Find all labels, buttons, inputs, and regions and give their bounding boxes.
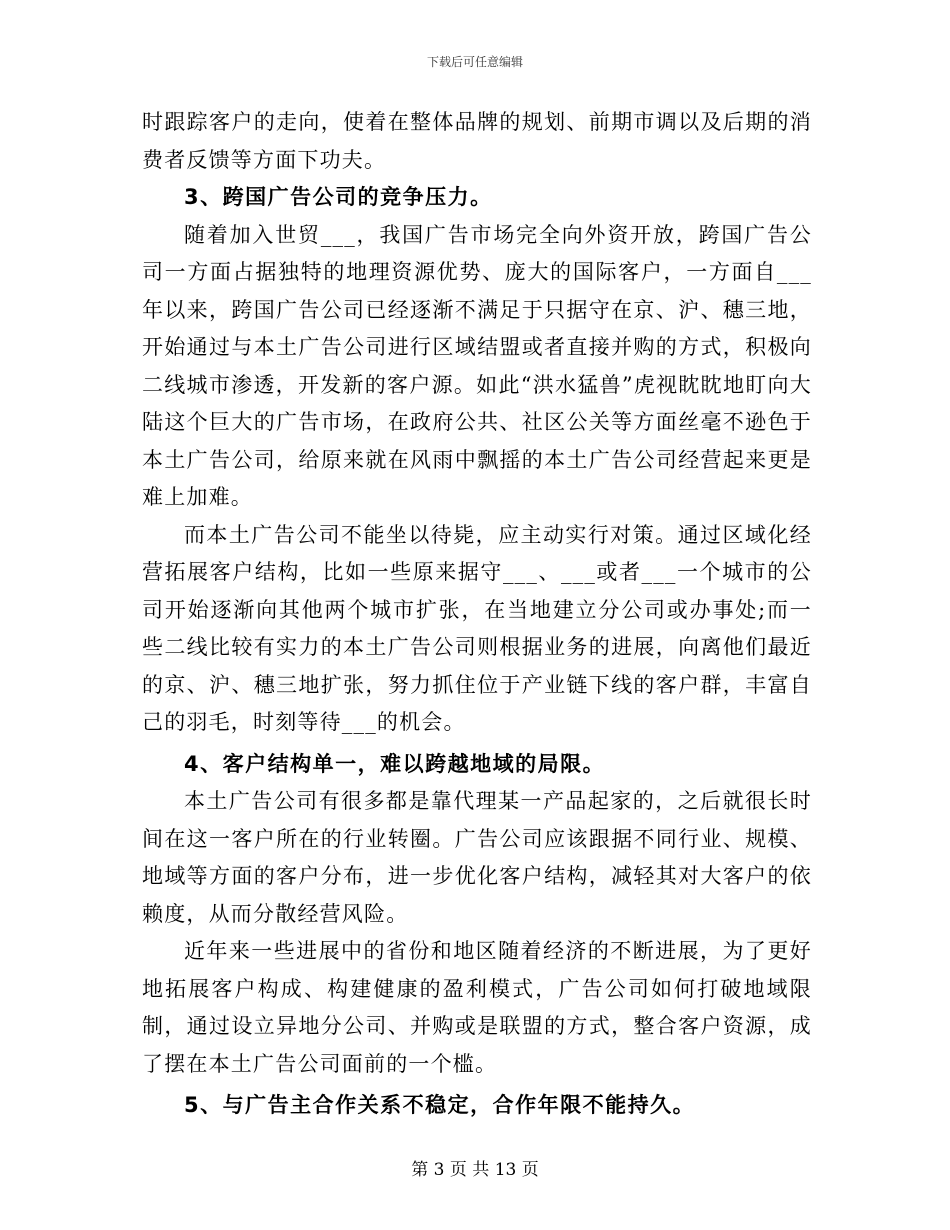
section-heading-4: 4、客户结构单一，难以跨越地域的局限。 xyxy=(184,751,606,776)
section-heading-5: 5、与广告主合作关系不稳定，合作年限不能持久。 xyxy=(184,1093,696,1117)
document-body xyxy=(142,104,812,1125)
paragraph-client-structure: 本土广告公司有很多都是靠代理某一产品起家的，之后就很长时间在这一客户所在的行业转圈。广告公司应该跟据不同行业、规模、地域等方面的客户分布，进一步优化客户结构，减轻其对大客户的依赖度，从而分散经营风险。 xyxy=(142,789,812,926)
paragraph-continued: 时跟踪客户的走向，使着在整体品牌的规划、前期市调以及后期的消费者反馈等方面下功夫。 xyxy=(142,110,812,172)
page-header: 下载后可任意编辑 xyxy=(426,55,523,69)
section-heading-3: 3、跨国广告公司的竞争压力。 xyxy=(184,185,493,209)
paragraph-regional-expansion: 近年来一些进展中的省份和地区随着经济的不断进展，为了更好地拓展客户构成、构建健康的盈利模式，广告公司如何打破地域限制，通过设立异地分公司、并购或是联盟的方式，整合客户资源，成了摆在本土广告公司面前的一个槛。 xyxy=(142,939,812,1076)
paragraph-countermeasures: 而本土广告公司不能坐以待毙，应主动实行对策。通过区域化经营拓展客户结构，比如一些原来据守___、___或者___一个城市的公司开始逐渐向其他两个城市扩张，在当地建立分公司或办事处;而一些二线比较有实力的本土广告公司则根据业务的进展，向离他们最近的京、沪、穗三地扩张，努力抓住位于产业链下线的客户群，丰富自己的羽毛，时刻等待___的机会。 xyxy=(142,522,812,734)
paragraph-foreign-competition: 随着加入世贸___，我国广告市场完全向外资开放，跨国广告公司一方面占据独特的地理资源优势、庞大的国际客户，一方面自___年以来，跨国广告公司已经逐渐不满足于只据守在京、沪、穗三地，开始通过与本土广告公司进行区域结盟或者直接并购的方式，积极向二线城市渗透，开发新的客户源。如此“洪水猛兽”虎视眈眈地盯向大陆这个巨大的广告市场，在政府公共、社区公关等方面丝毫不逊色于本土广告公司，给原来就在风雨中飘摇的本土广告公司经营起来更是难上加难。 xyxy=(142,222,812,509)
page-number: 第 3 页 共 13 页 xyxy=(411,1160,539,1180)
